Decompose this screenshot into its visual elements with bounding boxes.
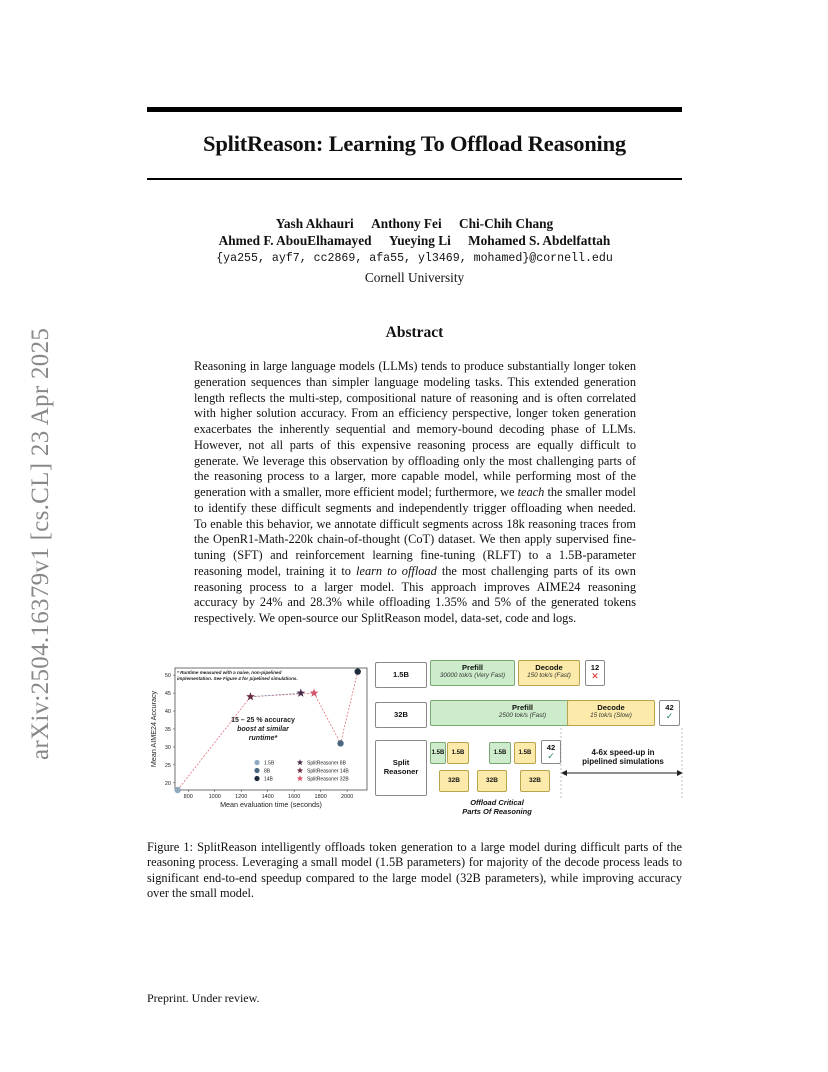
- author-name: Yueying Li: [388, 233, 451, 248]
- legend-label: SplitReasoner 14B: [307, 768, 349, 775]
- legend-label: SplitReasoner 32B: [307, 776, 349, 783]
- data-point-14b: [355, 668, 361, 674]
- abstract-body: [194, 359, 636, 627]
- large-model-segment: 32B: [520, 770, 550, 792]
- abstract-text: the most challenging parts of its own reasoning process to a larger model. This approach improves AIME24 reasoning accuracy by 24% and 28.3% while offloading 1.35% and 5% of the generated tokens respectively. We open-source our SplitReason model, data-set, code and logs.: [194, 563, 636, 625]
- abstract-text: the smaller model to identify these difficult segments and independently trigger offloading when needed. To enable this behavior, we annotate difficult segments across 18k reasoning traces from the OpenR1-Math-220k chain-of-thought (CoT) dataset. We then apply supervised fine-tuning (SFT) and reinforcement learning fine-tuning (RLFT) to a 1.5B-parameter reasoning model, training it to: [194, 485, 636, 578]
- author-emails: {ya255, ayf7, cc2869, afa55, yl3469, mohamed}@cornell.edu: [216, 252, 613, 265]
- author-name: Ahmed F. AbouElhamayed: [218, 233, 372, 248]
- decode-slow-bar: Decode 15 tok/s (Slow): [567, 700, 655, 726]
- data-point-8b: [337, 740, 343, 746]
- author-name: Chi-Chih Chang: [458, 216, 554, 231]
- y-axis-label: Mean AIME24 Accuracy: [149, 690, 158, 768]
- score-large-model: 42 ✓: [659, 700, 680, 726]
- abstract-heading: Abstract: [385, 324, 444, 341]
- abstract-emphasis: learn to offload: [356, 563, 437, 578]
- pipeline-schematic: [375, 660, 687, 820]
- cross-icon: ✕: [591, 671, 599, 681]
- chart-annotation: boost at similar: [237, 726, 289, 733]
- chart-note: * Runtime measured with a naive, non-pipelined: [177, 670, 282, 675]
- title-top-rule: [147, 107, 682, 112]
- speedup-note: 4-6x speed-up in pipelined simulations: [582, 748, 664, 766]
- x-tick-label: 1400: [261, 794, 274, 800]
- y-tick-label: 20: [164, 780, 171, 787]
- legend-label: SplitReasoner 8B: [307, 760, 346, 767]
- row-label-large-model: 32B: [375, 702, 427, 728]
- small-model-segment: 1.5B: [489, 742, 511, 764]
- chart-note: implementation. See Figure 4 for pipelined simulations.: [177, 676, 298, 681]
- legend-label: 14B: [264, 776, 273, 783]
- figure-1: [145, 660, 685, 820]
- small-model-segment: 1.5B: [514, 742, 536, 764]
- affiliation: Cornell University: [364, 270, 465, 285]
- paper-title: SplitReason: Learning To Offload Reasoning: [203, 131, 626, 156]
- arxiv-identifier: arXiv:2504.16379v1 [cs.CL] 23 Apr 2025: [27, 327, 54, 760]
- authors-line-2: [147, 233, 682, 249]
- row-label-small-model: 1.5B: [375, 662, 427, 688]
- legend-marker: [254, 760, 259, 765]
- y-tick-label: 35: [164, 727, 171, 733]
- large-model-segment: 32B: [477, 770, 507, 792]
- y-tick-label: 40: [164, 709, 171, 716]
- footer-note: Preprint. Under review.: [147, 991, 260, 1005]
- y-tick-label: 25: [164, 762, 171, 769]
- x-tick-label: 1200: [235, 794, 248, 800]
- prefill-slow-bar: Prefill 2500 tok/s (Fast): [430, 700, 615, 726]
- legend-marker: [254, 776, 259, 781]
- legend-label: 8B: [264, 768, 271, 775]
- small-model-segment: 1.5B: [447, 742, 469, 764]
- prefill-fast-bar: Prefill 30000 tok/s (Very Fast): [430, 660, 515, 686]
- x-tick-label: 2000: [341, 794, 354, 800]
- y-tick-label: 45: [164, 691, 171, 698]
- abstract-text: Reasoning in large language models (LLMs) tends to produce substantially longer token generation sequences than simpler language modeling tasks. This extended generation length reflects the multi-step, compositional nature of reasoning and is often correlated with higher solution accuracy. From an efficiency perspective, longer token generation exacerbates the inherently sequential and memory-bound decoding phase of LLMs. However, not all parts of this expensive reasoning process are equally difficult to generate. We leverage this observation by offloading only the most challenging parts of the reasoning process to a larger, more capable model, while performing most of the generation with a smaller, more efficient model; furthermore, we: [194, 359, 636, 499]
- check-icon: ✓: [665, 711, 674, 721]
- x-tick-label: 1600: [288, 794, 301, 800]
- row-label-split-reasoner: Split Reasoner: [375, 740, 427, 796]
- score-split-reasoner: 42 ✓: [541, 740, 561, 764]
- legend-label: 1.5B: [264, 760, 275, 767]
- y-tick-label: 30: [164, 744, 171, 751]
- small-model-segment: 1.5B: [430, 742, 446, 764]
- check-icon: ✓: [547, 751, 555, 761]
- legend-marker: [254, 768, 259, 773]
- accuracy-vs-time-chart: [145, 660, 370, 820]
- x-tick-label: 800: [183, 794, 193, 800]
- author-name: Anthony Fei: [371, 216, 442, 231]
- large-model-segment: 32B: [439, 770, 469, 792]
- chart-annotation: runtime*: [248, 735, 278, 742]
- score-small-model: 12 ✕: [585, 660, 605, 686]
- x-tick-label: 1800: [314, 794, 327, 800]
- author-name: Mohamed S. Abdelfattah: [468, 233, 611, 248]
- timeline-dashes: [375, 728, 687, 808]
- y-tick-label: 50: [164, 673, 171, 680]
- authors-line-1: [147, 216, 682, 232]
- x-tick-label: 1000: [208, 794, 221, 800]
- data-point-1-5b: [174, 787, 180, 793]
- decode-fast-bar: Decode 150 tok/s (Fast): [518, 660, 580, 686]
- title-bottom-rule: [147, 178, 682, 180]
- abstract-emphasis: teach: [517, 485, 545, 499]
- chart-annotation: 15 – 25 % accuracy: [231, 717, 295, 724]
- figure-caption: Figure 1: SplitReason intelligently offloads token generation to a large model during difficult parts of the reasoning process. Leveraging a small model (1.5B parameters) for majority of the decode process leads to significant end-to-end speedup compared to the large model (32B parameters), while improving accuracy over the small model.: [147, 840, 682, 901]
- offload-caption: Offload Critical Parts Of Reasoning: [462, 798, 532, 816]
- x-axis-label: Mean evaluation time (seconds): [220, 800, 322, 809]
- author-name: Yash Akhauri: [275, 216, 354, 231]
